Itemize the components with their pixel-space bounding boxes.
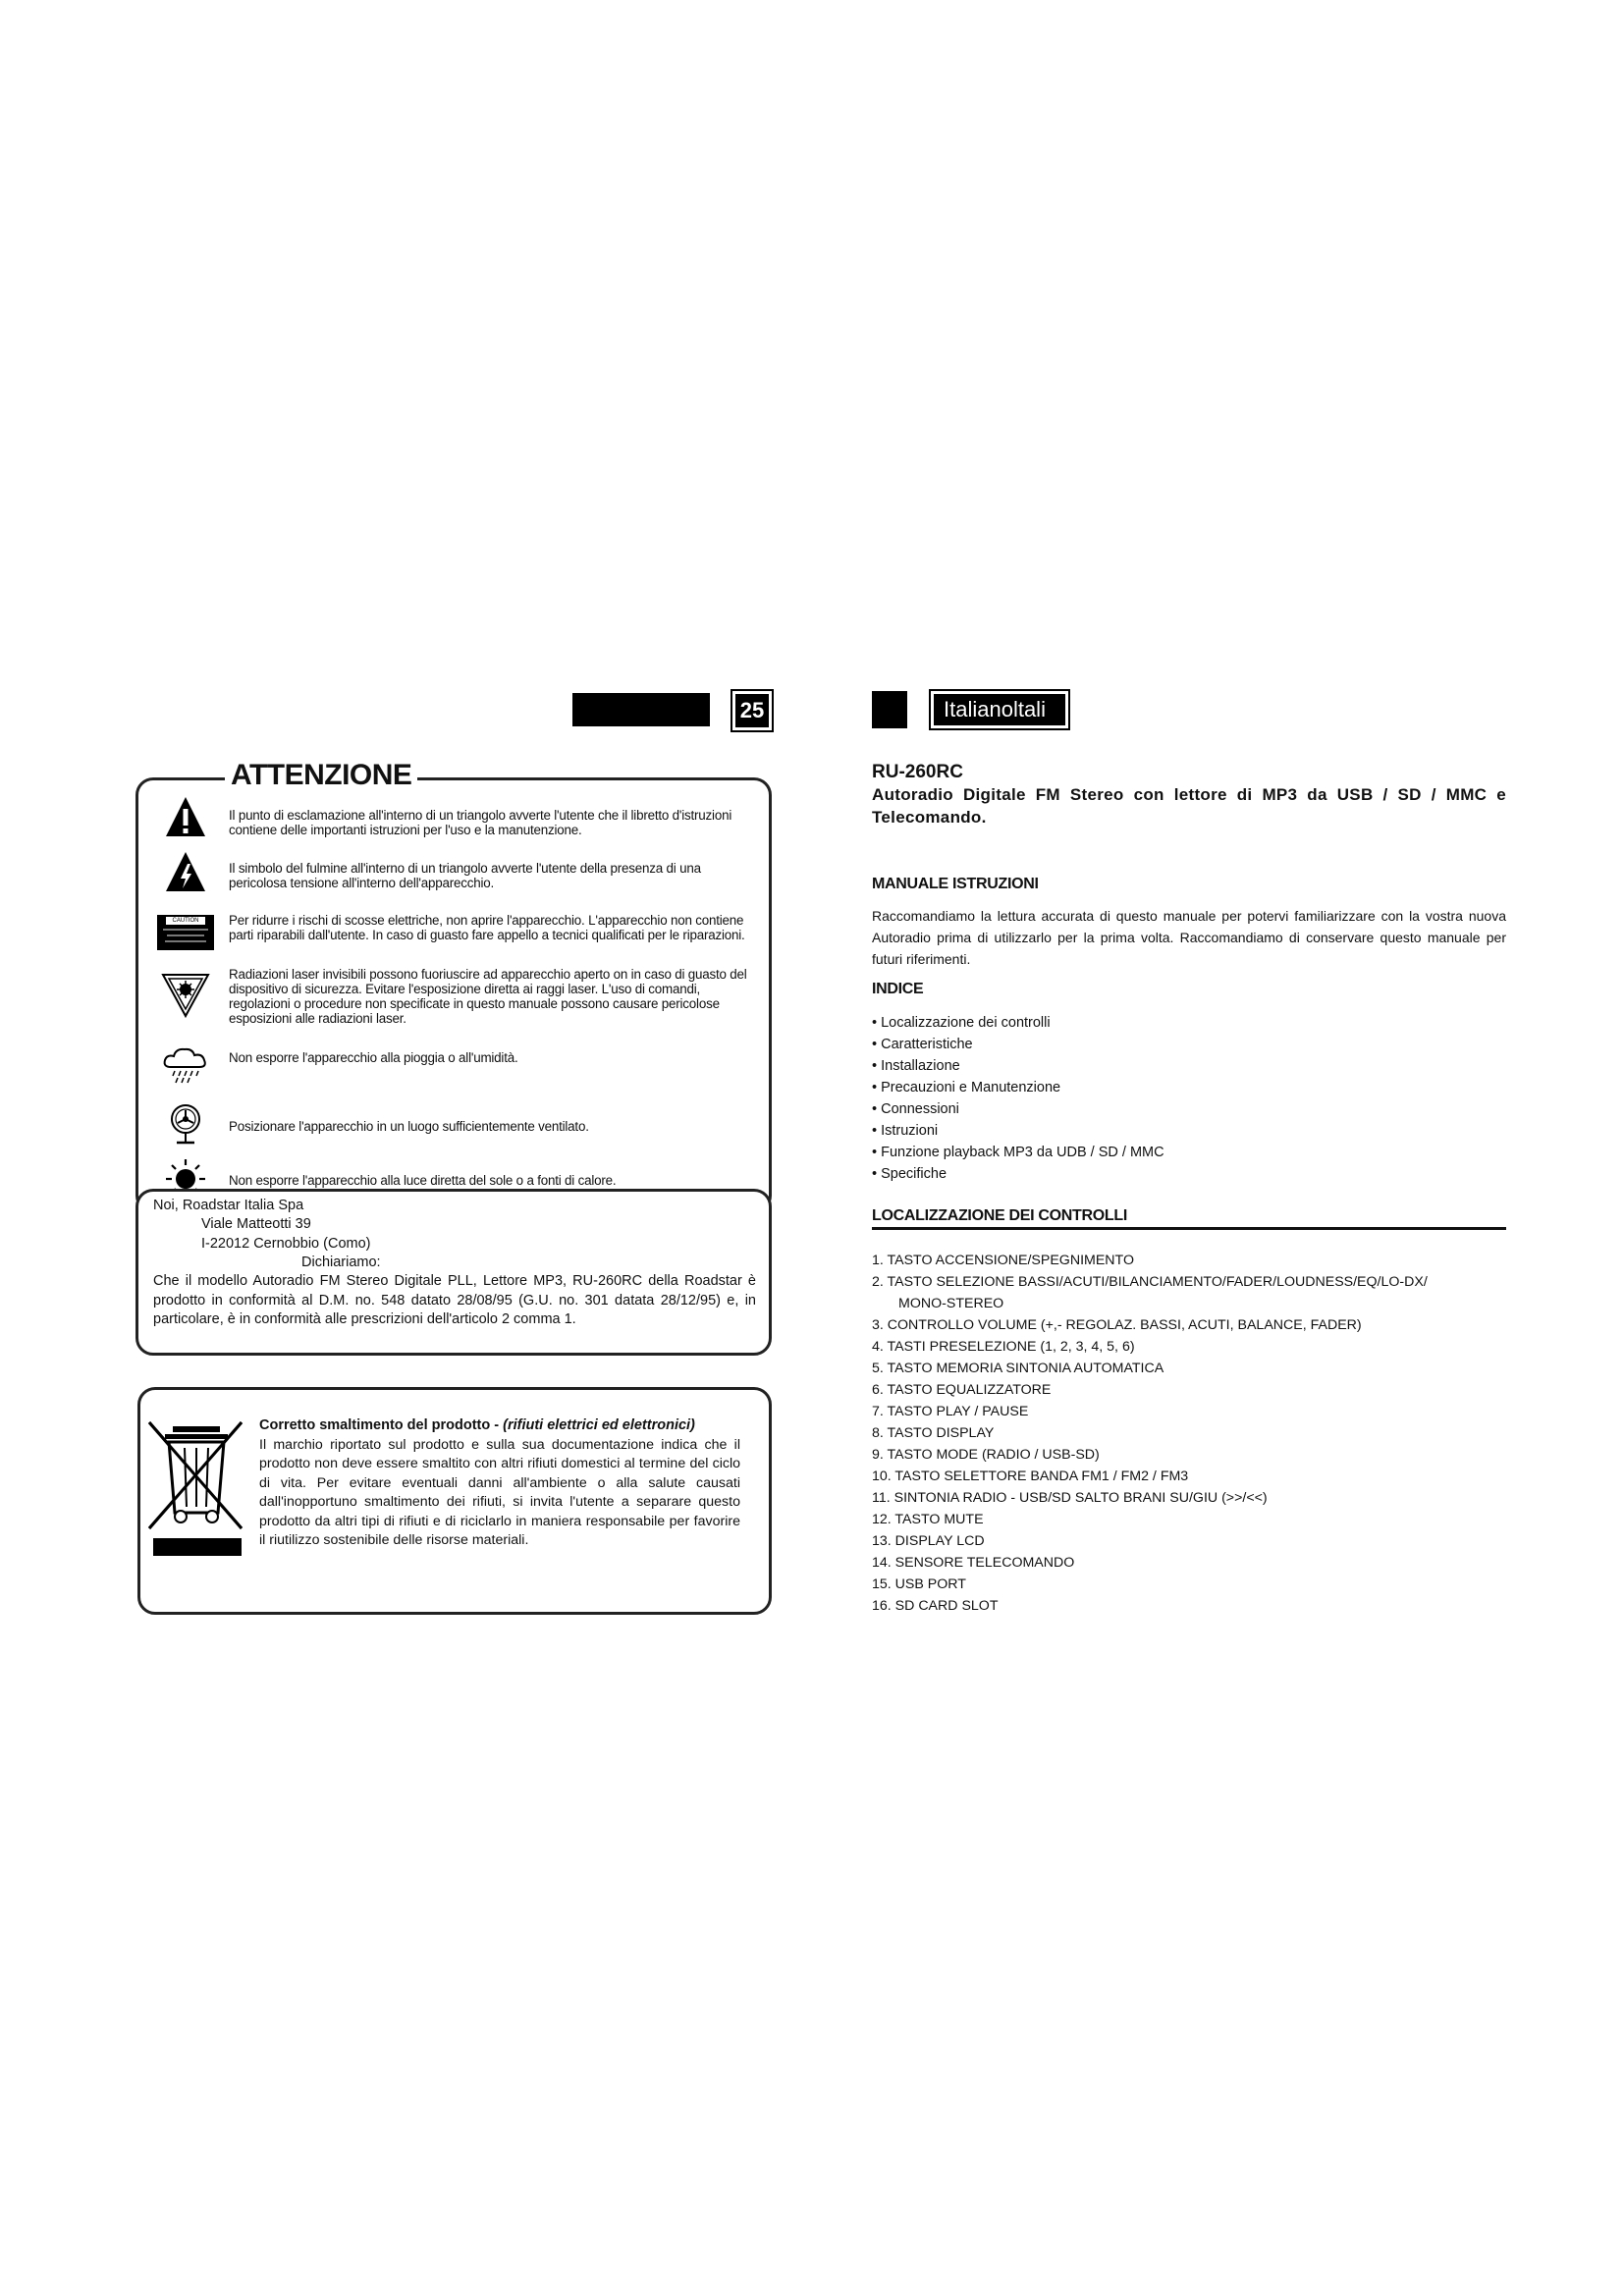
index-item: • Istruzioni xyxy=(872,1123,939,1139)
manual-text: Raccomandiamo la lettura accurata di questo manuale per potervi familiarizzare con la vostra nuova Autoradio prima di utilizzarlo per la prima volta. Raccomandiamo di conservare questo manuale per futuri riferimenti. xyxy=(872,908,1506,967)
exclamation-triangle-icon xyxy=(156,792,215,841)
index-item: • Specifiche xyxy=(872,1166,947,1182)
warning-item xyxy=(138,1041,769,1088)
control-item: 16. SD CARD SLOT xyxy=(872,1598,999,1614)
warning-text: Radiazioni laser invisibili possono fuoriuscire ad apparecchio aperto on in caso di guasto del dispositivo di sicurezza. Evitare l'esposizione diretta ai raggi laser. L'uso di comandi, regolazioni o procedure non specificate in questo manuale possono causare pericolose esposizioni alle radiazioni laser. xyxy=(229,967,747,1026)
disposal-title-italic: (rifiuti elettrici ed elettronici) xyxy=(503,1417,695,1433)
control-item: MONO-STEREO xyxy=(898,1296,1004,1311)
warning-item xyxy=(138,962,769,1033)
lightning-triangle-icon xyxy=(156,847,215,896)
index-item: • Installazione xyxy=(872,1058,960,1074)
index-heading: INDICE xyxy=(872,981,924,997)
control-item: 12. TASTO MUTE xyxy=(872,1512,984,1527)
control-item: 4. TASTI PRESELEZIONE (1, 2, 3, 4, 5, 6) xyxy=(872,1339,1135,1355)
warning-text: Posizionare l'apparecchio in un luogo sufficientemente ventilato. xyxy=(229,1119,589,1134)
control-item: 13. DISPLAY LCD xyxy=(872,1533,985,1549)
control-item: 14. SENSORE TELECOMANDO xyxy=(872,1555,1075,1571)
disposal-text: Il marchio riportato sul prodotto e sulla sua documentazione indica che il prodotto non deve essere smaltito con altri rifiuti domestici al termine del ciclo di vita. Per evitare eventuali danni all'ambiente o alla salute causati dall'inopportuno smaltimento dei rifiuti, si invita l'utente a separare questo prodotto da altri tipi di rifiuti e di riciclarlo in maniera responsabile per favorire il riutilizzo sostenibile delle risorse materiali. xyxy=(259,1437,740,1549)
control-item: 2. TASTO SELEZIONE BASSI/ACUTI/BILANCIAMENTO/FADER/LOUDNESS/EQ/LO-DX/ xyxy=(872,1274,1428,1290)
manual-heading: MANUALE ISTRUZIONI xyxy=(872,876,1039,892)
controls-rule xyxy=(872,1227,1506,1230)
disposal-title-bold: Corretto smaltimento del prodotto - xyxy=(259,1417,504,1433)
ventilation-fan-icon xyxy=(156,1099,215,1148)
language-label: Italianoltali xyxy=(931,691,1068,728)
warning-text: Il punto di esclamazione all'interno di un triangolo avverte l'utente che il libretto d'istruzioni contiene delle importanti istruzioni per l'uso e la manutenzione. xyxy=(229,808,732,837)
caution-label-text: CAUTION xyxy=(166,917,205,925)
rain-cloud-icon xyxy=(156,1041,215,1090)
warning-item xyxy=(138,898,769,953)
warning-title: ATTENZIONE xyxy=(225,759,417,792)
warning-item xyxy=(138,1099,769,1148)
declaration-line-3: I-22012 Cernobbio (Como) xyxy=(201,1236,371,1252)
product-subtitle: Autoradio Digitale FM Stereo con lettore di MP3 da USB / SD / MMC e Telecomando. xyxy=(872,785,1506,827)
declaration-line-1: Noi, Roadstar Italia Spa xyxy=(153,1198,304,1213)
index-item: • Funzione playback MP3 da UDB / SD / MMC xyxy=(872,1145,1164,1160)
control-item: 11. SINTONIA RADIO - USB/SD SALTO BRANI SU/GIU (>>/<<) xyxy=(872,1490,1268,1506)
caution-label-icon xyxy=(156,908,215,957)
index-list xyxy=(872,1012,1164,1185)
control-item: 6. TASTO EQUALIZZATORE xyxy=(872,1382,1052,1398)
left-header-bar xyxy=(572,693,710,726)
controls-list xyxy=(872,1250,1428,1617)
warning-box xyxy=(135,759,772,1213)
crossed-bin-icon xyxy=(143,1418,249,1561)
warning-text: Non esporre l'apparecchio alla pioggia o all'umidità. xyxy=(229,1050,518,1065)
control-item: 15. USB PORT xyxy=(872,1576,966,1592)
warning-item xyxy=(138,798,769,841)
control-item: 1. TASTO ACCENSIONE/SPEGNIMENTO xyxy=(872,1253,1134,1268)
disposal-title xyxy=(259,1417,695,1433)
warning-item xyxy=(138,849,769,892)
page-number: 25 xyxy=(732,691,772,730)
warning-text: Per ridurre i rischi di scosse elettriche, non aprire l'apparecchio. L'apparecchio non contiene parti riparabili dall'utente. In caso di guasto fare appello a tecnici qualificati per le riparazioni. xyxy=(229,913,745,942)
control-item: 8. TASTO DISPLAY xyxy=(872,1425,995,1441)
declaration-body: Che il modello Autoradio FM Stereo Digitale PLL, Lettore MP3, RU-260RC della Roadstar è prodotto in conformità al D.M. no. 548 datato 28/08/95 (G.U. no. 301 datata 28/12/95) e, in particolare, è in conformità alle prescrizioni dell'articolo 2 comma 1. xyxy=(153,1273,756,1327)
control-item: 10. TASTO SELETTORE BANDA FM1 / FM2 / FM3 xyxy=(872,1468,1189,1484)
control-item: 5. TASTO MEMORIA SINTONIA AUTOMATICA xyxy=(872,1361,1164,1376)
index-item: • Connessioni xyxy=(872,1101,959,1117)
index-item: • Localizzazione dei controlli xyxy=(872,1015,1051,1031)
declaration-line-4: Dichiariamo: xyxy=(301,1255,381,1270)
index-item: • Caratteristiche xyxy=(872,1037,973,1052)
control-item: 9. TASTO MODE (RADIO / USB-SD) xyxy=(872,1447,1100,1463)
warning-text: Non esporre l'apparecchio alla luce diretta del sole o a fonti di calore. xyxy=(229,1173,617,1188)
controls-heading: LOCALIZZAZIONE DEI CONTROLLI xyxy=(872,1207,1128,1224)
right-header-square xyxy=(872,691,907,728)
index-item: • Precauzioni e Manutenzione xyxy=(872,1080,1061,1095)
declaration-line-2: Viale Matteotti 39 xyxy=(201,1216,311,1232)
control-item: 7. TASTO PLAY / PAUSE xyxy=(872,1404,1029,1419)
model-name: RU-260RC xyxy=(872,762,963,782)
warning-text: Il simbolo del fulmine all'interno di un triangolo avverte l'utente della presenza di una pericolosa tensione all'interno dell'apparecchio. xyxy=(229,861,701,890)
laser-warning-icon xyxy=(156,966,215,1025)
control-item: 3. CONTROLLO VOLUME (+,- REGOLAZ. BASSI, ACUTI, BALANCE, FADER) xyxy=(872,1317,1362,1333)
